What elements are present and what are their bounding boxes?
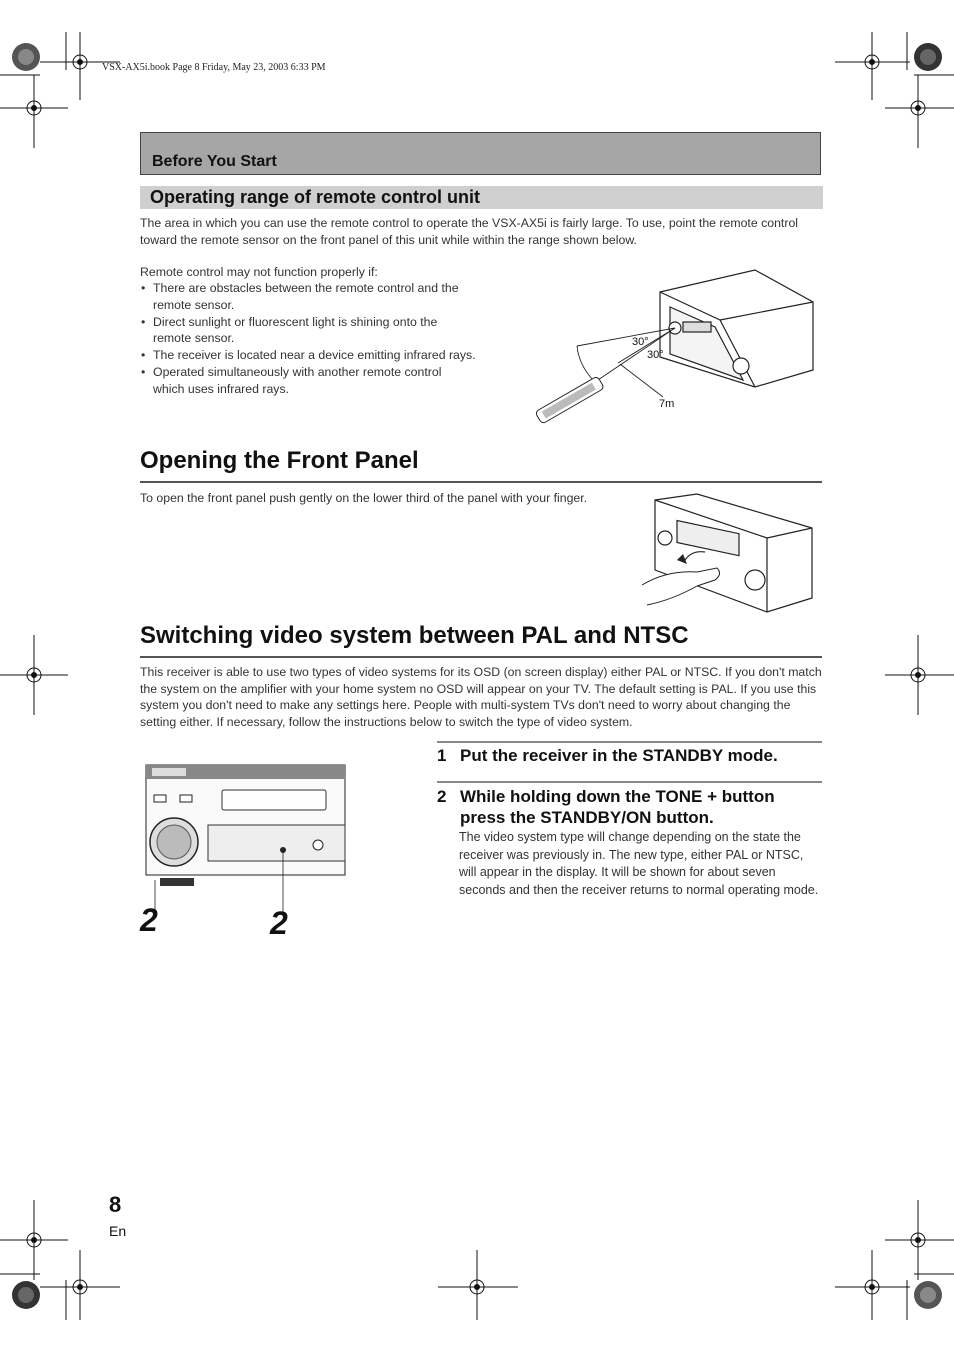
front-panel-illustration bbox=[637, 490, 817, 615]
step-1 bbox=[437, 745, 822, 767]
front-panel-text: To open the front panel push gently on the lower third of the panel with your finger. bbox=[140, 491, 588, 505]
heading-rule bbox=[140, 656, 822, 658]
language-tag: En bbox=[109, 1223, 127, 1239]
video-system-heading: Switching video system between PAL and NTSC bbox=[140, 622, 689, 649]
caution-lead: Remote control may not function properly if: bbox=[140, 265, 378, 279]
step-title: Put the receiver in the STANDBY mode. bbox=[460, 746, 778, 765]
caution-list bbox=[140, 280, 476, 398]
step-title: While holding down the TONE + button press the STANDBY/ON button. bbox=[460, 787, 775, 827]
step-rule bbox=[437, 781, 822, 783]
remote-range-intro: The area in which you can use the remote control to operate the VSX-AX5i is fairly large. To use, point the remote control toward the remote sensor on the front panel of this unit while within the range shown below. bbox=[140, 216, 799, 247]
print-header: VSX-AX5i.book Page 8 Friday, May 23, 2003 6:33 PM bbox=[102, 62, 326, 73]
caution-item: • The receiver is located near a device emitting infrared rays. bbox=[140, 347, 476, 364]
distance-label: 7m bbox=[659, 398, 675, 410]
angle-top-label: 30° bbox=[632, 336, 649, 348]
page-number: 8 bbox=[109, 1192, 122, 1217]
section-header-band bbox=[140, 132, 821, 175]
receiver-front-illustration bbox=[140, 760, 345, 945]
callout-number: 2 bbox=[270, 905, 288, 941]
angle-bottom-label: 30° bbox=[647, 349, 664, 361]
heading-rule bbox=[140, 481, 822, 483]
video-system-text: This receiver is able to use two types of video systems for its OSD (on screen display) either PAL or NTSC. If you don't match the system on the amplifier with your home system no OSD will appear on your TV. The default setting is PAL. If you use this system you don't need to make any settings here. People with multi-system TVs don't need to worry about changing the setting either. If necessary, follow the instructions below to switch the type of video system. bbox=[140, 665, 822, 729]
remote-range-heading: Operating range of remote control unit bbox=[150, 187, 481, 207]
front-panel-heading: Opening the Front Panel bbox=[140, 447, 419, 474]
caution-item: • Direct sunlight or fluorescent light is shining onto the remote sensor. bbox=[140, 314, 476, 348]
step-number: 2 bbox=[437, 787, 447, 806]
caution-item: • There are obstacles between the remote control and the remote sensor. bbox=[140, 280, 476, 314]
caution-item: • Operated simultaneously with another remote control which uses infrared rays. bbox=[140, 364, 476, 398]
subsection-band bbox=[140, 186, 823, 209]
remote-range-illustration bbox=[515, 262, 825, 442]
section-title: Before You Start bbox=[152, 153, 277, 170]
callout-number: 2 bbox=[140, 902, 158, 938]
step-2 bbox=[437, 786, 822, 830]
step-2-body: The video system type will change depending on the state the receiver was previously in. The new type, either PAL or NTSC, will appear in the display. It will be shown for about seven seconds and then the receiver returns to normal operating mode. bbox=[459, 830, 819, 897]
step-rule bbox=[437, 741, 822, 743]
step-number: 1 bbox=[437, 746, 447, 765]
